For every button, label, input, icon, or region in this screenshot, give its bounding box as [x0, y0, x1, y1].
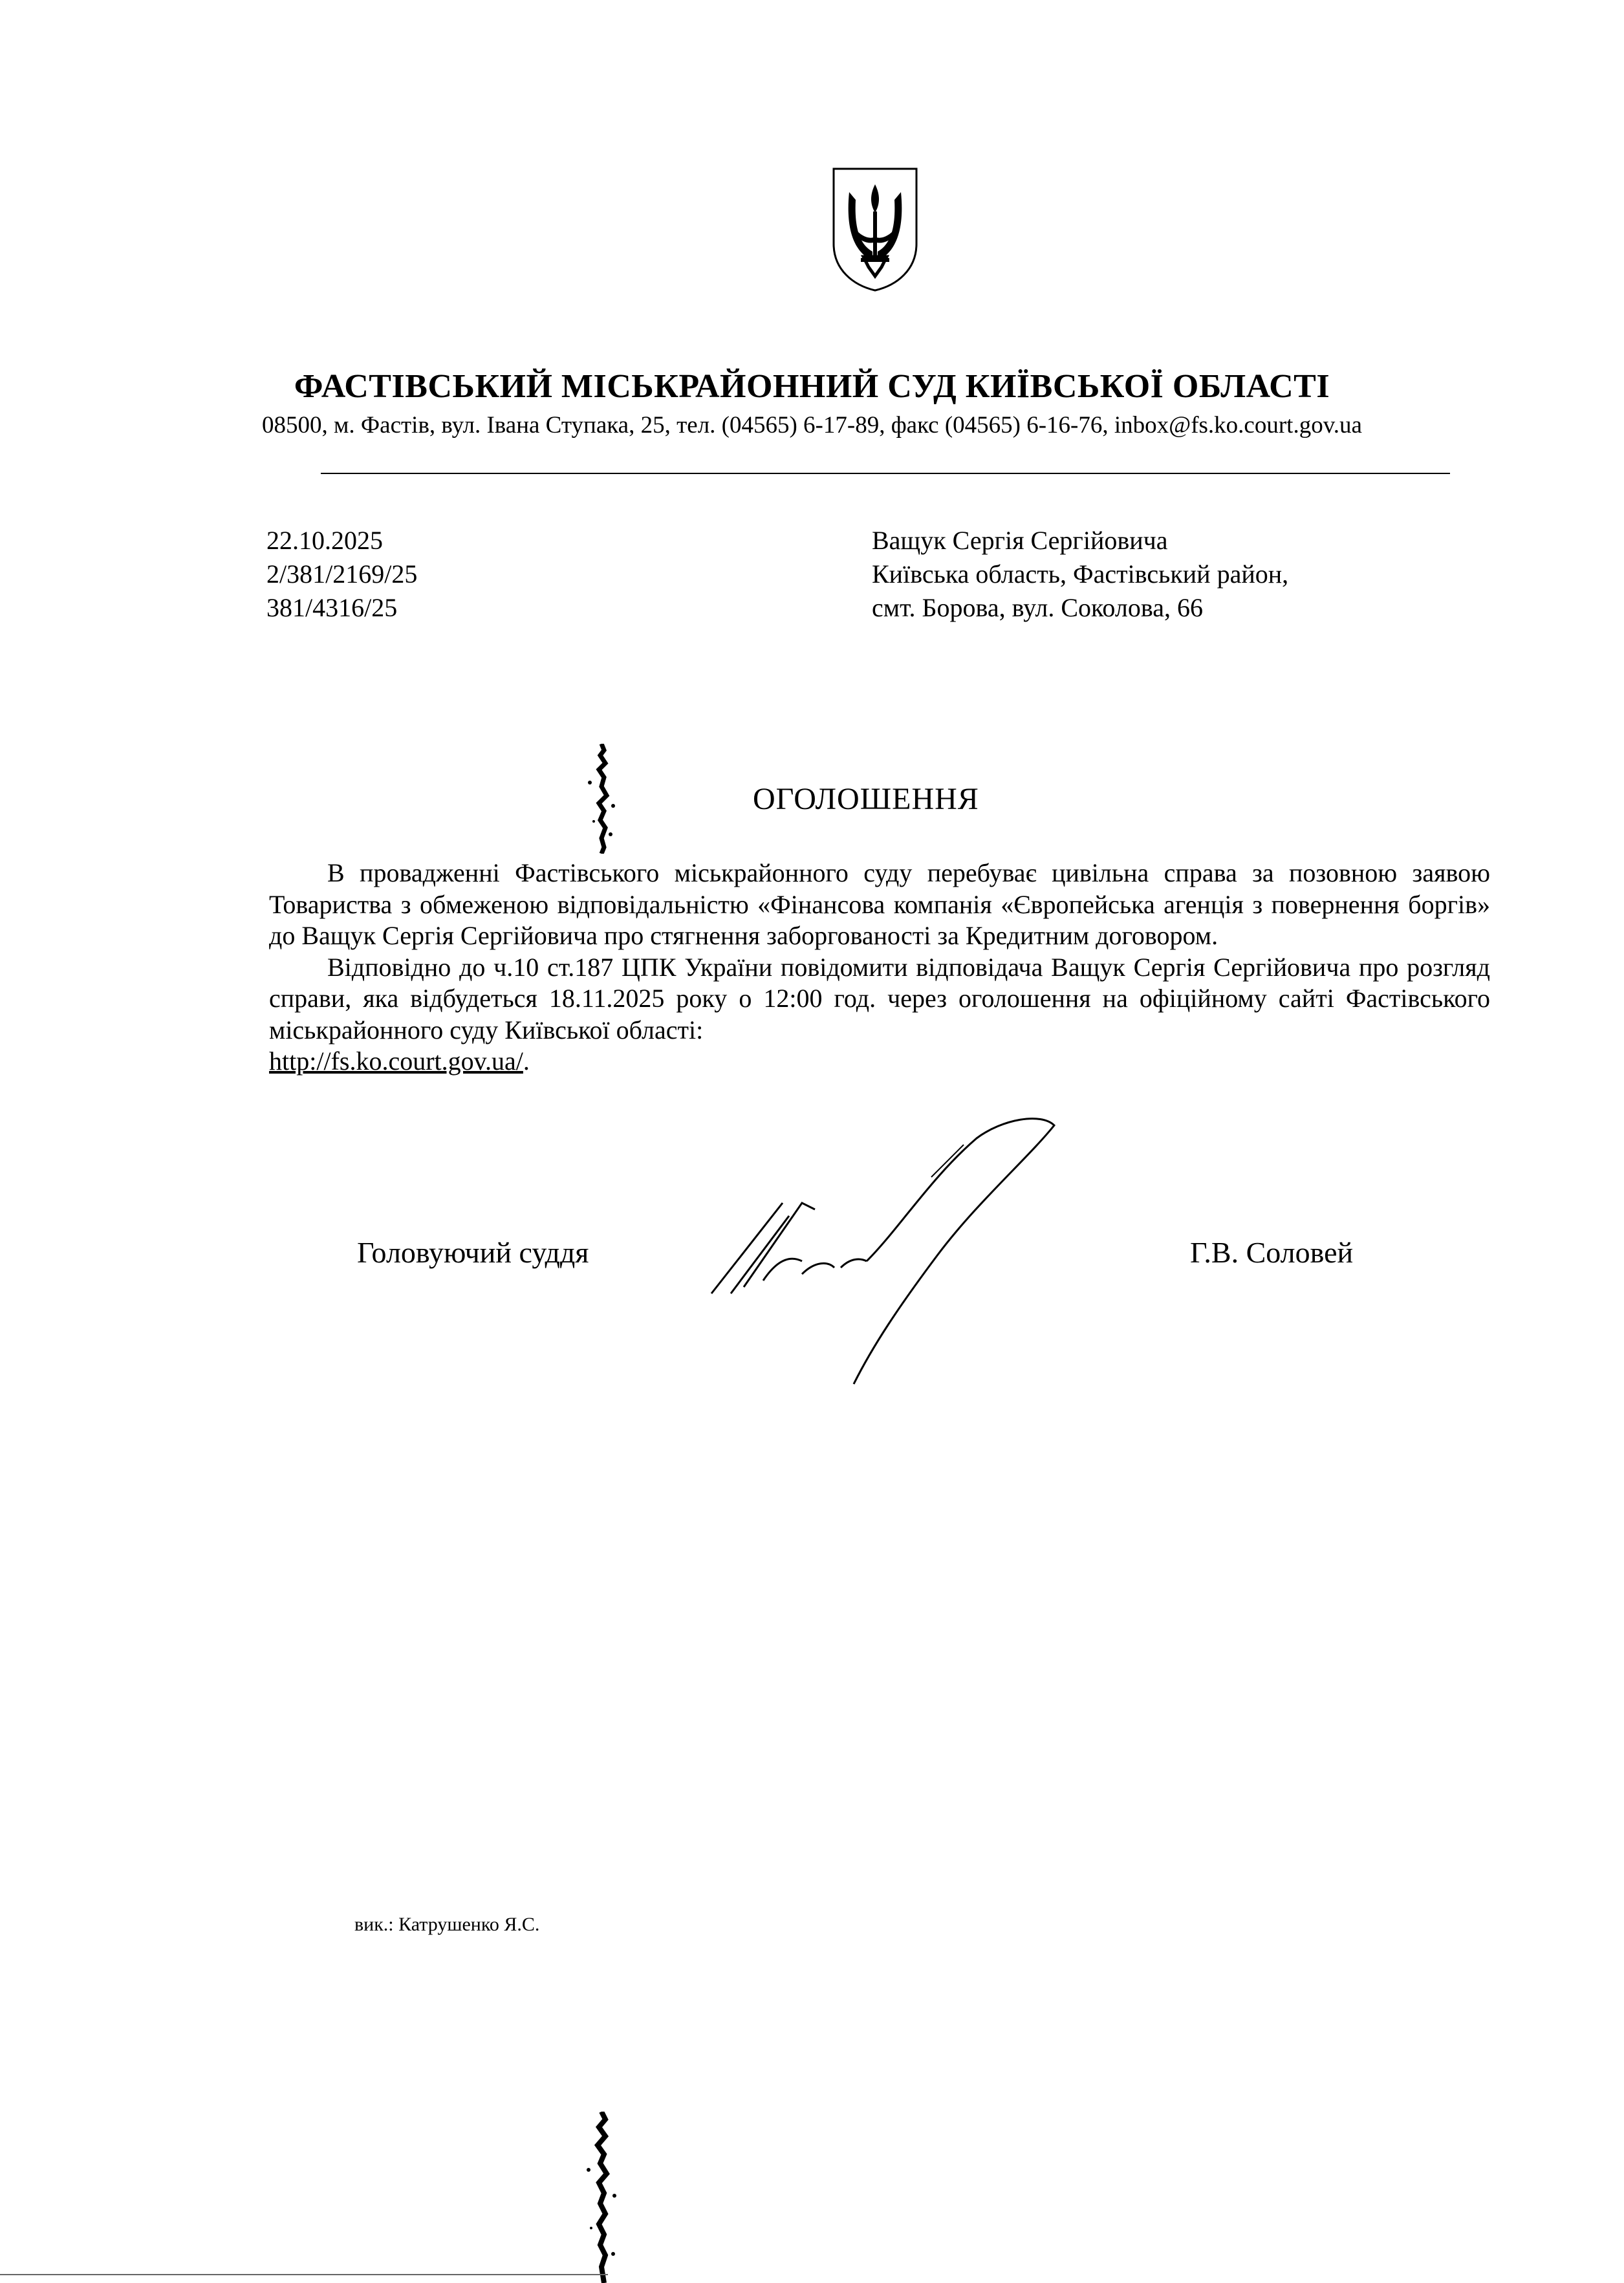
- addressee-address-line-2: смт. Борова, вул. Соколова, 66: [872, 593, 1203, 622]
- document-references: [266, 524, 417, 625]
- stamp-fragment-bottom-icon: [582, 2112, 621, 2283]
- trident-emblem-icon: [830, 166, 920, 293]
- outgoing-number: 381/4316/25: [266, 593, 398, 622]
- notice-paragraph-1: В провадженні Фастівського міськрайонного суду перебуває цивільна справа за позовною заявою Товариства з обмеженою відповідальністю «Фінансова компанія «Європейська агенція з повернення боргів» до Ващук Сергія Сергійовича про стягнення заборгованості за Кредитним договором.: [269, 858, 1490, 950]
- addressee-address-line-1: Київська область, Фастівський район,: [872, 559, 1289, 589]
- signature-role: Головуючий суддя: [357, 1236, 589, 1269]
- link-suffix: .: [523, 1046, 530, 1076]
- scan-edge-line: [0, 2274, 608, 2275]
- notice-title: ОГОЛОШЕННЯ: [753, 782, 979, 816]
- document-date: 22.10.2025: [266, 526, 383, 555]
- court-address: 08500, м. Фастів, вул. Івана Ступака, 25, тел. (04565) 6-17-89, факс (04565) 6-16-76, inbox@fs.ko.court.gov.ua: [262, 412, 1362, 438]
- stamp-fragment-top-icon: [582, 744, 621, 854]
- addressee-name: Ващук Сергія Сергійовича: [872, 526, 1168, 555]
- handwritten-signature-icon: [705, 1099, 1067, 1390]
- addressee-block: [872, 524, 1288, 625]
- executor-note: вик.: Катрушенко Я.С.: [354, 1914, 540, 1935]
- header-divider: [321, 473, 1450, 474]
- signatory-name: Г.В. Соловей: [1190, 1236, 1354, 1269]
- notice-paragraph-2-text: Відповідно до ч.10 ст.187 ЦПК України повідомити відповідача Ващук Сергія Сергійовича про розгляд справи, яка відбудеться 18.11.2025 року о 12:00 год. через оголошення на офіційному сайті Фастівського міськрайонного суду Київської області:: [269, 952, 1490, 1044]
- notice-link-line: [269, 1046, 1490, 1077]
- notice-paragraph-2: [269, 952, 1490, 1046]
- court-website-link[interactable]: http://fs.ko.court.gov.ua/: [269, 1046, 523, 1076]
- court-name: ФАСТІВСЬКИЙ МІСЬКРАЙОННИЙ СУД КИЇВСЬКОЇ ОБЛАСТІ: [294, 368, 1330, 405]
- case-number: 2/381/2169/25: [266, 559, 418, 589]
- notice-body: [269, 858, 1490, 1077]
